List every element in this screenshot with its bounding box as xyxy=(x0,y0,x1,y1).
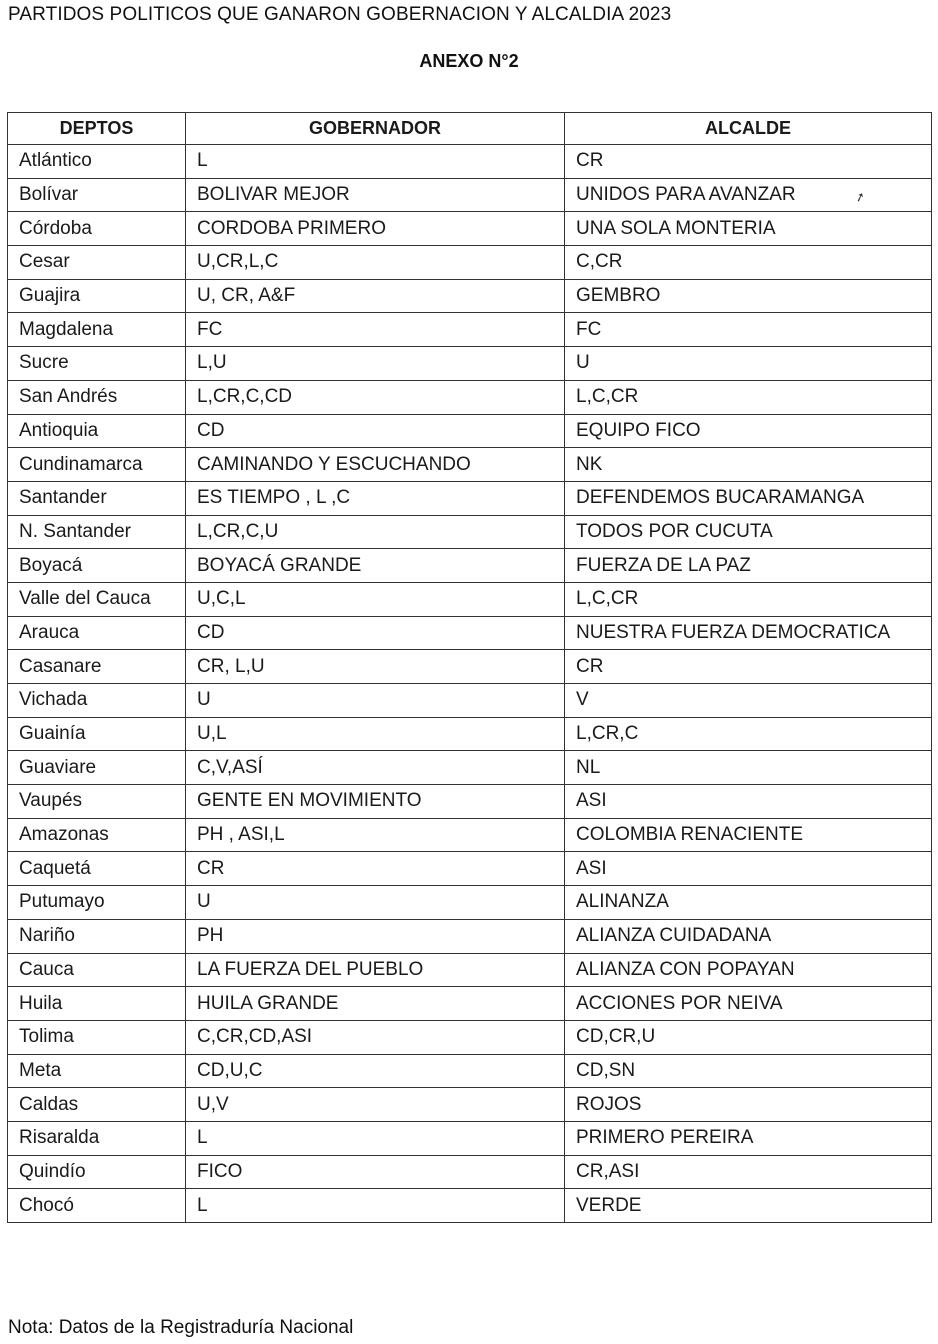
table-row xyxy=(8,515,932,549)
cell-depto: Nariño xyxy=(8,919,186,953)
cell-alcalde: NK xyxy=(565,448,932,482)
cell-depto: Amazonas xyxy=(8,818,186,852)
cell-alcalde: L,C,CR xyxy=(565,582,932,616)
cell-depto: Putumayo xyxy=(8,886,186,920)
cell-alcalde: ASI xyxy=(565,785,932,819)
table-row xyxy=(8,616,932,650)
cell-gobernador: CD xyxy=(186,616,565,650)
table-row xyxy=(8,313,932,347)
cell-depto: Atlántico xyxy=(8,145,186,179)
source-note: Nota: Datos de la Registraduría Nacional xyxy=(8,1317,354,1338)
table-row xyxy=(8,919,932,953)
cell-depto: Guajira xyxy=(8,279,186,313)
table-row xyxy=(8,582,932,616)
table-row xyxy=(8,1088,932,1122)
results-table xyxy=(7,112,932,1223)
cell-depto: Cundinamarca xyxy=(8,448,186,482)
document-title: PARTIDOS POLITICOS QUE GANARON GOBERNACION Y ALCALDIA 2023 xyxy=(8,4,672,25)
cell-gobernador: L xyxy=(186,1121,565,1155)
cell-gobernador: FC xyxy=(186,313,565,347)
cell-alcalde: NL xyxy=(565,751,932,785)
cell-alcalde: DEFENDEMOS BUCARAMANGA xyxy=(565,481,932,515)
cell-alcalde: ALIANZA CON POPAYAN xyxy=(565,953,932,987)
cell-alcalde: UNA SOLA MONTERIA xyxy=(565,212,932,246)
cell-gobernador: FICO xyxy=(186,1155,565,1189)
cell-gobernador: U,C,L xyxy=(186,582,565,616)
cell-gobernador: HUILA GRANDE xyxy=(186,987,565,1021)
stray-pen-mark: ➚ xyxy=(852,188,868,206)
table-row xyxy=(8,178,932,212)
cell-alcalde: V xyxy=(565,684,932,718)
table-row xyxy=(8,347,932,381)
cell-depto: Antioquia xyxy=(8,414,186,448)
header-gobernador: GOBERNADOR xyxy=(186,113,565,145)
table-row xyxy=(8,380,932,414)
cell-gobernador: LA FUERZA DEL PUEBLO xyxy=(186,953,565,987)
cell-alcalde: CR,ASI xyxy=(565,1155,932,1189)
cell-depto: Sucre xyxy=(8,347,186,381)
table-row xyxy=(8,650,932,684)
cell-alcalde: L,CR,C xyxy=(565,717,932,751)
cell-gobernador: CD,U,C xyxy=(186,1054,565,1088)
cell-gobernador: L,CR,C,CD xyxy=(186,380,565,414)
table-row xyxy=(8,987,932,1021)
table-row xyxy=(8,549,932,583)
cell-depto: Risaralda xyxy=(8,1121,186,1155)
cell-gobernador: L xyxy=(186,1189,565,1223)
table-row xyxy=(8,1189,932,1223)
cell-alcalde: ALINANZA xyxy=(565,886,932,920)
table-row xyxy=(8,886,932,920)
cell-alcalde: VERDE xyxy=(565,1189,932,1223)
cell-gobernador: U,CR,L,C xyxy=(186,246,565,280)
cell-alcalde: GEMBRO xyxy=(565,279,932,313)
cell-alcalde: COLOMBIA RENACIENTE xyxy=(565,818,932,852)
table-row xyxy=(8,1155,932,1189)
table-row xyxy=(8,684,932,718)
table-row xyxy=(8,145,932,179)
cell-depto: Huila xyxy=(8,987,186,1021)
header-alcalde: ALCALDE xyxy=(565,113,932,145)
table-row xyxy=(8,448,932,482)
table-header-row xyxy=(8,113,932,145)
cell-depto: Valle del Cauca xyxy=(8,582,186,616)
cell-alcalde: ROJOS xyxy=(565,1088,932,1122)
cell-gobernador: CR, L,U xyxy=(186,650,565,684)
table-row xyxy=(8,818,932,852)
cell-depto: Tolima xyxy=(8,1020,186,1054)
cell-gobernador: GENTE EN MOVIMIENTO xyxy=(186,785,565,819)
table-row xyxy=(8,717,932,751)
cell-gobernador: CORDOBA PRIMERO xyxy=(186,212,565,246)
table-row xyxy=(8,953,932,987)
table-row xyxy=(8,785,932,819)
header-deptos: DEPTOS xyxy=(8,113,186,145)
cell-gobernador: C,CR,CD,ASI xyxy=(186,1020,565,1054)
annex-subtitle: ANEXO N°2 xyxy=(419,51,519,71)
cell-gobernador: U, CR, A&F xyxy=(186,279,565,313)
cell-gobernador: U xyxy=(186,886,565,920)
table-row xyxy=(8,212,932,246)
cell-depto: Santander xyxy=(8,481,186,515)
cell-depto: N. Santander xyxy=(8,515,186,549)
cell-alcalde: UNIDOS PARA AVANZAR xyxy=(565,178,932,212)
cell-gobernador: U xyxy=(186,684,565,718)
cell-gobernador: C,V,ASÍ xyxy=(186,751,565,785)
cell-depto: Córdoba xyxy=(8,212,186,246)
table-body xyxy=(8,145,932,1223)
cell-depto: Caquetá xyxy=(8,852,186,886)
cell-gobernador: PH xyxy=(186,919,565,953)
table-row xyxy=(8,246,932,280)
table-row xyxy=(8,279,932,313)
cell-alcalde: CR xyxy=(565,650,932,684)
table-row xyxy=(8,852,932,886)
cell-alcalde: FUERZA DE LA PAZ xyxy=(565,549,932,583)
cell-alcalde: ALIANZA CUIDADANA xyxy=(565,919,932,953)
cell-gobernador: CD xyxy=(186,414,565,448)
cell-depto: Arauca xyxy=(8,616,186,650)
cell-alcalde: ASI xyxy=(565,852,932,886)
cell-depto: Cauca xyxy=(8,953,186,987)
cell-gobernador: L,CR,C,U xyxy=(186,515,565,549)
cell-depto: Guaviare xyxy=(8,751,186,785)
cell-gobernador: CR xyxy=(186,852,565,886)
cell-alcalde: NUESTRA FUERZA DEMOCRATICA xyxy=(565,616,932,650)
cell-gobernador: BOLIVAR MEJOR xyxy=(186,178,565,212)
table-row xyxy=(8,1020,932,1054)
cell-depto: Chocó xyxy=(8,1189,186,1223)
cell-alcalde: CD,CR,U xyxy=(565,1020,932,1054)
cell-alcalde: ACCIONES POR NEIVA xyxy=(565,987,932,1021)
table-row xyxy=(8,751,932,785)
cell-depto: Vichada xyxy=(8,684,186,718)
cell-alcalde: CR xyxy=(565,145,932,179)
table-row xyxy=(8,481,932,515)
cell-depto: Quindío xyxy=(8,1155,186,1189)
cell-depto: San Andrés xyxy=(8,380,186,414)
cell-gobernador: L xyxy=(186,145,565,179)
cell-depto: Boyacá xyxy=(8,549,186,583)
cell-alcalde: C,CR xyxy=(565,246,932,280)
cell-depto: Casanare xyxy=(8,650,186,684)
cell-alcalde: TODOS POR CUCUTA xyxy=(565,515,932,549)
cell-gobernador: U,L xyxy=(186,717,565,751)
cell-alcalde: EQUIPO FICO xyxy=(565,414,932,448)
cell-depto: Caldas xyxy=(8,1088,186,1122)
cell-depto: Bolívar xyxy=(8,178,186,212)
cell-alcalde: PRIMERO PEREIRA xyxy=(565,1121,932,1155)
cell-depto: Vaupés xyxy=(8,785,186,819)
table-row xyxy=(8,1054,932,1088)
cell-depto: Guainía xyxy=(8,717,186,751)
cell-depto: Cesar xyxy=(8,246,186,280)
cell-alcalde: FC xyxy=(565,313,932,347)
cell-depto: Magdalena xyxy=(8,313,186,347)
cell-alcalde: L,C,CR xyxy=(565,380,932,414)
cell-depto: Meta xyxy=(8,1054,186,1088)
cell-alcalde: U xyxy=(565,347,932,381)
table-row xyxy=(8,1121,932,1155)
cell-gobernador: L,U xyxy=(186,347,565,381)
cell-gobernador: U,V xyxy=(186,1088,565,1122)
cell-gobernador: CAMINANDO Y ESCUCHANDO xyxy=(186,448,565,482)
cell-gobernador: ES TIEMPO , L ,C xyxy=(186,481,565,515)
cell-gobernador: PH , ASI,L xyxy=(186,818,565,852)
cell-alcalde: CD,SN xyxy=(565,1054,932,1088)
table-row xyxy=(8,414,932,448)
cell-gobernador: BOYACÁ GRANDE xyxy=(186,549,565,583)
